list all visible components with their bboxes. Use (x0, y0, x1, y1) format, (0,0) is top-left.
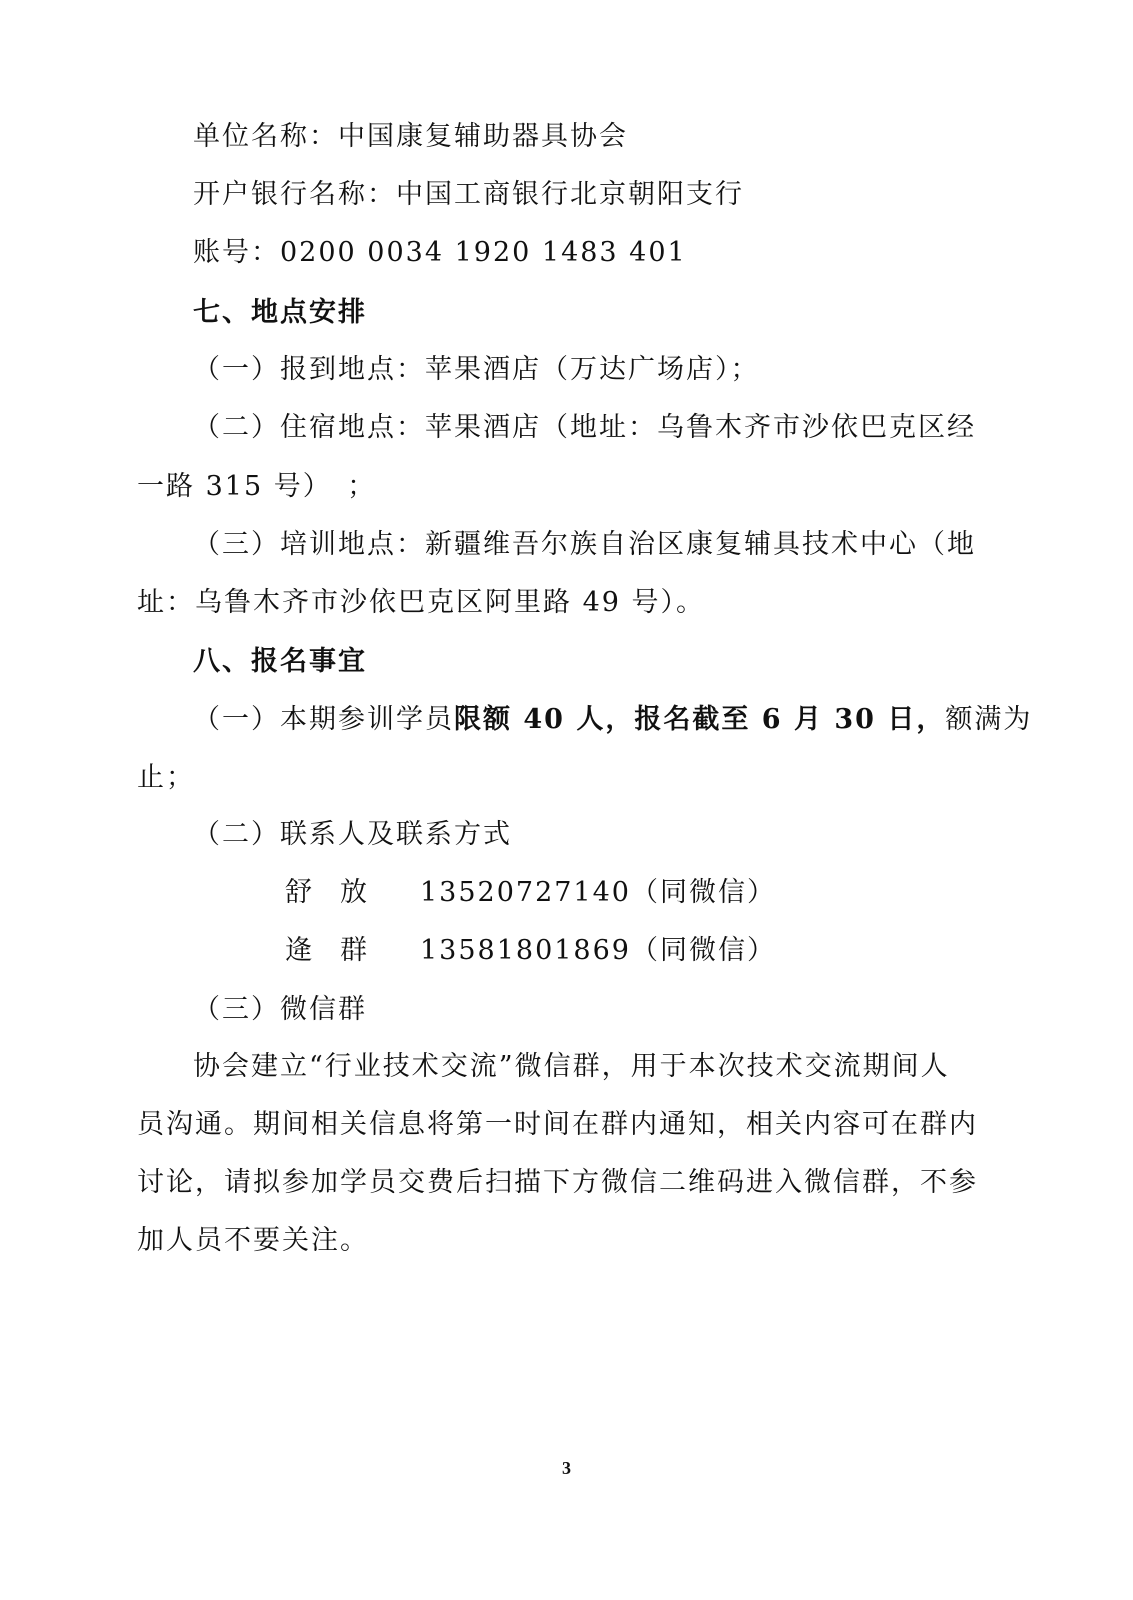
section8-item3: （三）微信群 (193, 994, 367, 1025)
contact-name: 舒放 (285, 877, 395, 908)
section8-item1-line1 (193, 703, 1032, 737)
contact-name: 逄群 (285, 935, 395, 966)
section7-item2-line1: （二）住宿地点：苹果酒店（地址：乌鲁木齐市沙依巴克区经 (193, 412, 976, 443)
wechat-paragraph-line3: 讨论，请拟参加学员交费后扫描下方微信二维码进入微信群，不参 (137, 1167, 978, 1198)
section8-heading: 八、报名事宜 (193, 646, 367, 677)
section7-item3-line2: 址：乌鲁木齐市沙依巴克区阿里路 49 号）。 (137, 587, 706, 618)
unit-name-line: 单位名称：中国康复辅助器具协会 (193, 121, 628, 152)
contact-phone: 13581801869（同微信） (420, 935, 776, 966)
section8-item2: （二）联系人及联系方式 (193, 819, 512, 850)
item1-suffix: 额满为 (945, 704, 1033, 735)
section7-heading: 七、地点安排 (193, 297, 367, 328)
contact-row (285, 934, 776, 968)
section8-item1-line2: 止； (137, 762, 195, 793)
section7-item3-line1: （三）培训地点：新疆维吾尔族自治区康复辅具技术中心（地 (193, 529, 976, 560)
page-number: 3 (562, 1458, 571, 1478)
wechat-paragraph-line1: 协会建立“行业技术交流”微信群，用于本次技术交流期间人 (193, 1051, 950, 1082)
bank-name-line: 开户银行名称：中国工商银行北京朝阳支行 (193, 179, 744, 210)
wechat-paragraph-line4: 加人员不要关注。 (137, 1225, 369, 1256)
item1-bold-quota: 限额 40 人，报名截至 6 月 30 日， (454, 704, 946, 735)
wechat-paragraph-line2: 员沟通。期间相关信息将第一时间在群内通知，相关内容可在群内 (137, 1109, 978, 1140)
section7-item1: （一）报到地点：苹果酒店（万达广场店）； (193, 354, 760, 385)
contact-row (285, 876, 776, 910)
account-line: 账号：0200 0034 1920 1483 401 (193, 237, 687, 268)
section7-item2-line2: 一路 315 号） ； (137, 471, 377, 502)
item1-prefix: （一）本期参训学员 (193, 704, 454, 735)
contact-phone: 13520727140（同微信） (420, 877, 776, 908)
